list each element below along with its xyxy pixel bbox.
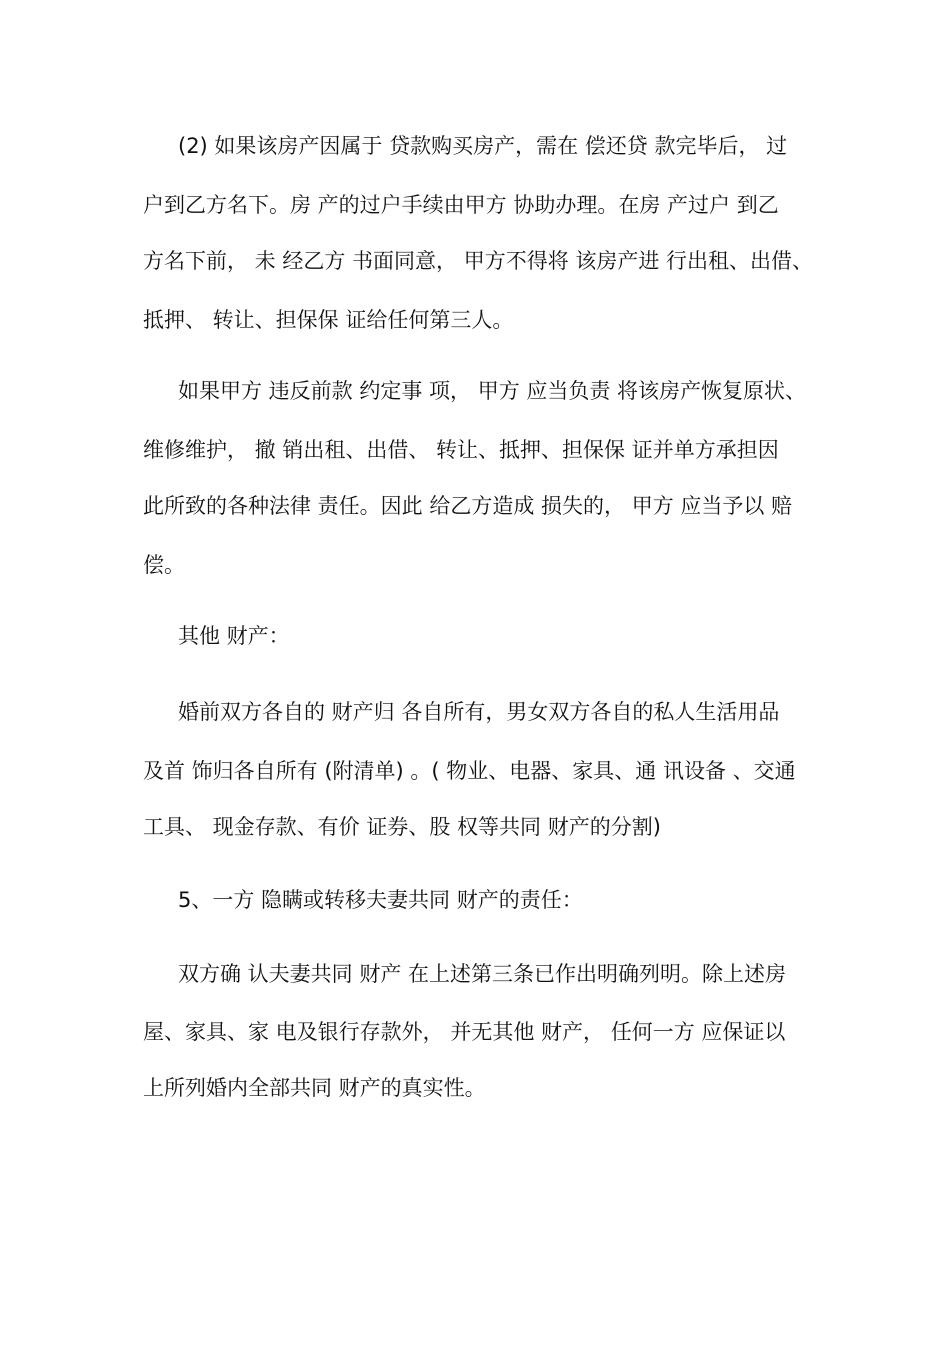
section-heading: 5、一方 隐瞒或转移夫妻共同 财产的责任： (178, 888, 583, 912)
paragraph-line: 屋、家具、家 电及银行存款外， 并无其他 财产， 任何一方 应保证以 (143, 1020, 786, 1044)
paragraph-line: (2) 如果该房产因属于 贷款购买房产，需在 偿还贷 款完毕后， 过 (178, 134, 788, 158)
paragraph-line: 维修维护， 撤 销出租、出借、 转让、抵押、担保保 证并单方承担因 (143, 438, 779, 462)
paragraph-line: 抵押、 转让、担保保 证给任何第三人。 (143, 308, 514, 332)
paragraph-line: 上所列婚内全部共同 财产的真实性。 (143, 1076, 486, 1100)
paragraph-line: 双方确 认夫妻共同 财产 在上述第三条已作出明确列明。除上述房 (178, 962, 787, 986)
paragraph-line: 及首 饰归各自所有 (附清单) 。( 物业、电器、家具、通 讯设备 、交通 (143, 759, 796, 783)
paragraph-line: 偿。 (143, 553, 185, 577)
section-heading: 其他 财产： (178, 624, 290, 648)
paragraph-line: 方名下前， 未 经乙方 书面同意， 甲方不得将 该房产进 行出租、出借、 (143, 249, 814, 273)
paragraph-line: 此所致的各种法律 责任。因此 给乙方造成 损失的， 甲方 应当予以 赔 (143, 494, 793, 518)
paragraph-line: 工具、 现金存款、有价 证券、股 权等共同 财产的分割) (143, 815, 661, 839)
paragraph-line: 婚前双方各自的 财产归 各自所有，男女双方各自的私人生活用品 (178, 700, 780, 724)
paragraph-line: 如果甲方 违反前款 约定事 项， 甲方 应当负责 将该房产恢复原状、 (178, 379, 807, 403)
paragraph-line: 户到乙方名下。房 产的过户手续由甲方 协助办理。在房 产过户 到乙 (143, 193, 779, 217)
